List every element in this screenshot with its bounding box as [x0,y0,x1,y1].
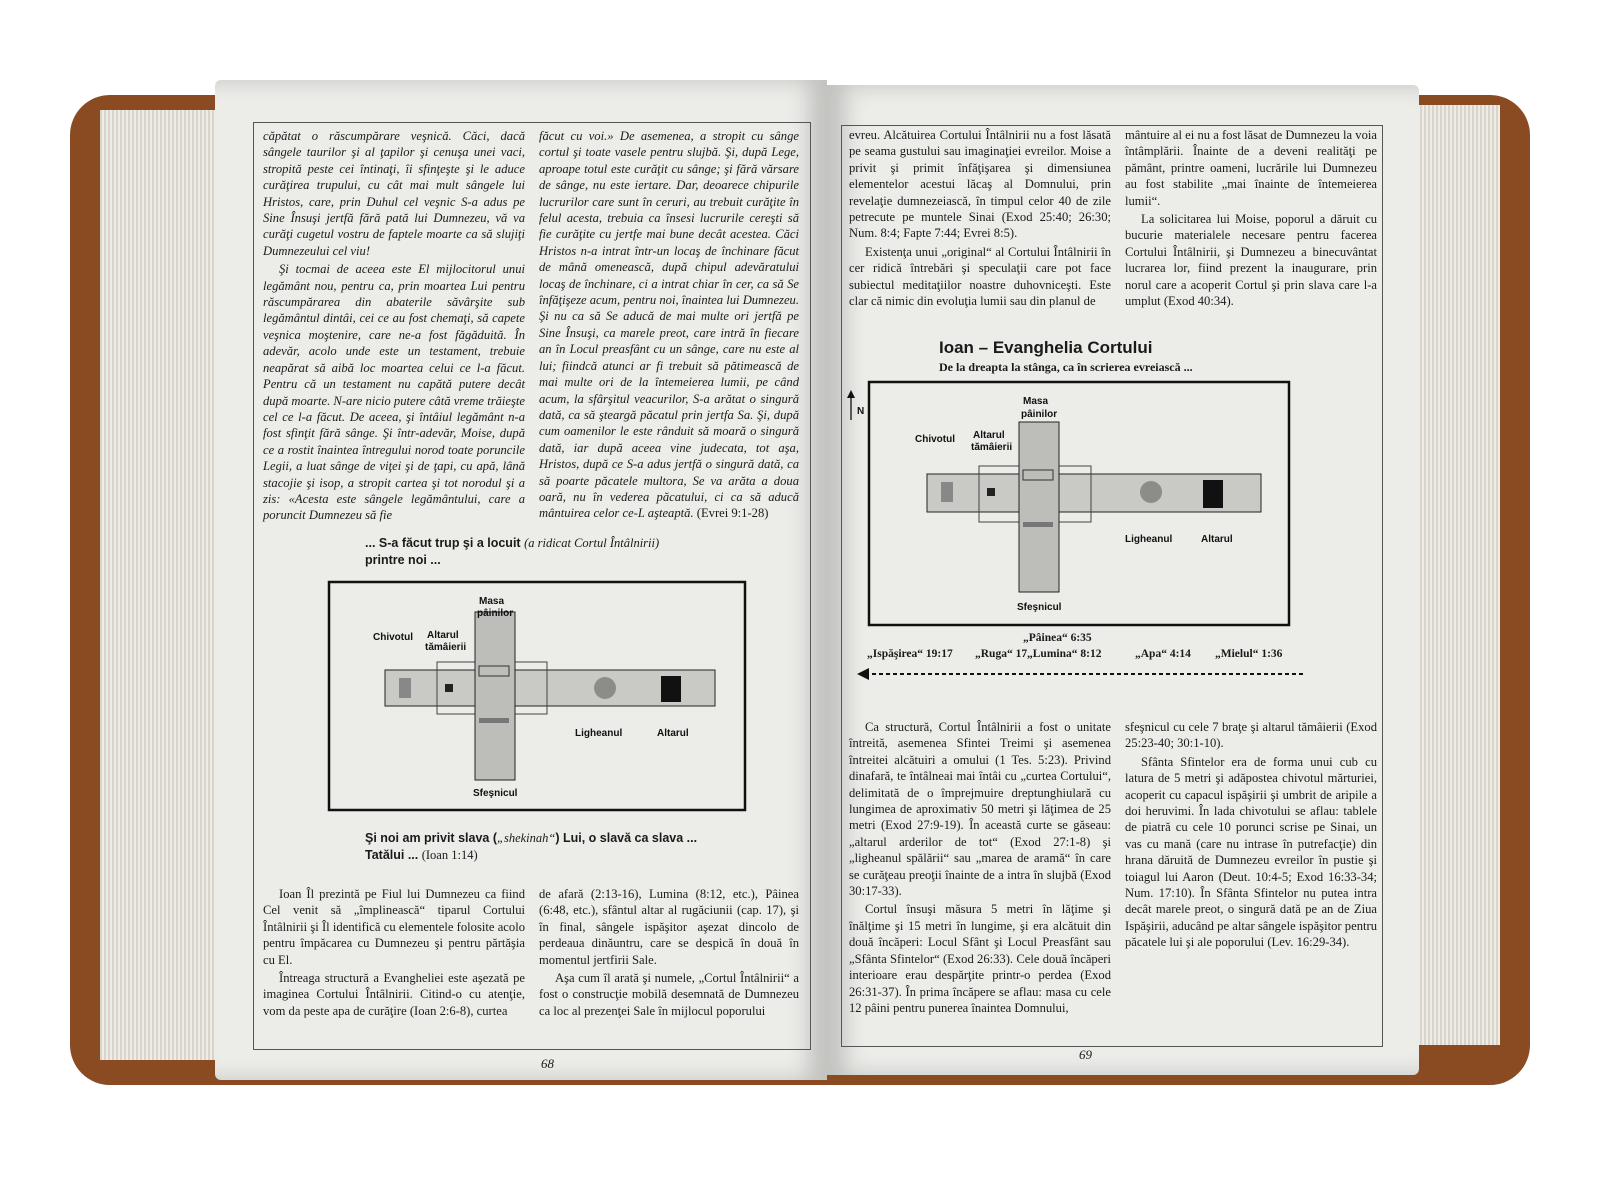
label-painilor: pâinilor [1021,409,1058,420]
ark [941,482,953,502]
arrow-label: „Ruga“ 17 [975,648,1028,660]
lampstand [479,718,509,723]
label-sfesnicul: Sfeşnicul [1017,602,1062,613]
paragraph: Cortul însuşi măsura 5 metri în lăţime şi înălţime şi 15 metri în lungime, şi era alcătuit din două încăperi: Locul Sfânt şi Locul Preasfânt sau „Sfânta Sfintelor“ (Exod 26:33). Cele două încăperi interioare erau despărţite printr-o perdea (Exod 26:31-37). În prima încăpere se aflau: masa cu cele 12 pâini pentru punerea înaintea Domnului, [849,902,1111,1015]
quote-text: făcut cu voi.» De asemenea, a stropit cu sânge cortul şi toate vasele pentru slujbă. Şi, după Lege, aproape totul este curăţit cu sânge; şi fără vărsare de sânge, nu este iertare. Dar, deoarece chipurile lucrurilor care sunt în ceruri, au trebuit curăţite în felul acesta, trebuia ca însesi lucrurile cereşti să fie curăţite cu jertfe mai bune decât acestea. Căci Hristos n-a intrat într-un locaş de închinare făcut de mână omenească, după chipul adevăratului locaş de închinare, ci a intrat chiar în cer, ca să Se înfăţişeze acum, pentru noi, înaintea lui Dumnezeu. Şi nu ca să Se aducă de mai multe ori jertfă pe Sine Însuşi, ca marele preot, care intră în fiecare an în Locul preasfânt cu un sânge, care nu este al lui; fiindcă atunci ar fi trebuit să pătimească de mai multe ori de la întemeierea lumii, pe când acum, la sfârşitul veacurilor, S-a arătat o singură dată, ca să şteargă păcatul prin jertfa Sa. Şi, după cum oamenilor le este rânduit să moară o singură dată, iar după aceea vine judecata, tot aşa, Hristos, după ce S-a adus jertfă o singură dată, ca să poarte păcatele multora, Se va arăta a doua oară, nu în vederea păcatului, ci ca să aducă mântuirea celor ce-L aşteaptă. [539,129,799,521]
left-text-column-1 [263,128,525,526]
paragraph: de afară (2:13-16), Lumina (8:12, etc.), Pâinea (6:48, etc.), sfântul altar al rugăciunii (cap. 17), şi în final, sângele ispăşitor aşezat dincolo de perdeaua dinăuntru, care se despică în două în momentul jertfirii Sale. [539,887,799,967]
paragraph: mântuire al ei nu a fost lăsat de Dumnezeu la voia întâmplării. Înainte de a deveni realităţi pe pământ, printre oameni, lucrările lui Dumnezeu au fost stabilite „mai înainte de întemeierea lumii“. [1125,128,1377,208]
label-ligheanul: Ligheanul [1125,534,1173,545]
paragraph: sfeşnicul cu cele 7 braţe şi altarul tămâierii (Exod 25:23-40; 30:1-10). [1125,720,1377,751]
caption-note: „shekinah“ [497,831,556,845]
label-altarul: Altarul [1201,534,1233,545]
ark [399,678,411,698]
lampstand [1023,522,1053,527]
altar-of-burnt-offering [1203,480,1223,508]
diagram-subtitle: De la dreapta la stânga, ca în scrierea evreiască ... [939,360,1193,374]
tabernacle-diagram-right [841,380,1371,740]
incense-altar [987,488,995,496]
left-text-column-2 [539,128,799,524]
north-arrow-head [847,390,855,398]
incense-altar [445,684,453,692]
label-altarul-tamaierii: Altarul [973,430,1005,441]
right-bottom-column-2 [1125,719,1377,953]
caption-text: printre noi ... [365,553,441,567]
caption-top [365,535,765,569]
arrow-label: „Apa“ 4:14 [1135,648,1191,660]
label-masa: Masa [479,596,505,607]
paragraph: Ioan Îl prezintă pe Fiul lui Dumnezeu ca fiind Cel venit să „împlinească“ tiparul Cortului Întâlnirii şi Îl identifică cu elementele folosite acolo pentru împăcarea cu Dumnezeu şi pentru părtăşia cu El. [263,887,525,967]
paragraph: Întreaga structură a Evangheliei este aşezată pe imaginea Cortului Întâlnirii. Citind-o cu atenţie, vom da peste apa de curăţire (Ioan 2:6-8), curtea [263,971,525,1018]
paragraph: evreu. Alcătuirea Cortului Întâlnirii nu a fost lăsată pe seama gustului sau imaginaţiei evreilor. Moise a privit şi primit înfăţişarea şi dimensiunea elementelor acestui lăcaş al Domnului, prin revelaţie dumnezeiască, în timpul celor 40 de zile petrecute pe muntele Sinai (Exod 25:40; 26:30; Num. 8:4; Fapte 7:44; Evrei 8:5). [849,128,1111,241]
paragraph: căpătat o răscumpărare veşnică. Căci, dacă sângele taurilor şi al ţapilor şi cenuşa unei vaci, stropită peste cei întinaţi, îi sfinţeşte şi le aduce curăţirea trupului, cu cât mai mult sângele lui Hristos, care, prin Duhul cel veşnic S-a adus pe Sine Însuşi jertfă fără pată lui Dumnezeu, vă va curăţi cugetul vostru de faptele moarte ca să slujiţi Dumnezeului cel viu! [263,129,525,258]
label-chivotul: Chivotul [915,434,955,445]
caption-text: Tatălui ... [365,848,419,862]
tabernacle-diagram-left [327,580,747,812]
paragraph [539,128,799,522]
left-page [215,80,827,1080]
label-altarul: Altarul [657,728,689,739]
page-number: 69 [1079,1047,1092,1062]
arrow-label: „Lumina“ 8:12 [1027,648,1102,660]
altar-of-burnt-offering [661,676,681,702]
label-tamaierii: tămâierii [971,442,1013,453]
label-ligheanul: Ligheanul [575,728,623,739]
label-chivotul: Chivotul [373,632,413,643]
quote-reference: (Evrei 9:1-28) [696,506,769,521]
reading-direction-arrow-head [857,668,869,680]
left-bottom-column-1 [263,886,525,1021]
paragraph: La solicitarea lui Moise, poporul a dăruit cu bucurie materialele necesare pentru facerea Cortului Întâlnirii, şi Dumnezeu a binecuvântat lucrarea lor, fiind prezent la inaugurare, prin norul care a acoperit Cortul şi prin slava care l-a umplut (Exod 40:34). [1125,212,1377,309]
right-text-column-2 [1125,127,1377,311]
label-sfesnicul: Sfeşnicul [473,788,518,799]
paine-label: „Pâinea“ 6:35 [1023,632,1092,644]
cross-beam [1019,422,1059,592]
label-masa: Masa [1023,396,1049,407]
caption-text: ... S-a făcut trup şi a locuit [365,536,521,550]
north-label: N [857,406,865,417]
arrow-label: „Ispăşirea“ 19:17 [867,648,953,660]
caption-note: (a ridicat Cortul Întâlnirii) [524,536,660,550]
cross-beam [475,612,515,780]
caption-reference: (Ioan 1:14) [421,848,478,862]
laver [594,677,616,699]
right-bottom-column-1 [849,719,1111,1018]
laver [1140,481,1162,503]
paragraph: Sfânta Sfintelor era de forma unui cub cu latura de 5 metri şi adăpostea chivotul mărturiei, acoperit cu capacul ispăşirii şi umbrit de aripile a doi heruvimi. În lada chivotului se aflau: tablele de piatră cu cele 10 porunci scrise pe Sinai, un vas cu mană (care nu intrase în putrefacţie) din hrana dăruită de Dumnezeu evreilor în pustie şi toiagul lui Aaron (Deut. 10:4-5; Exod 16:33-34; Num. 17:10). În Sfânta Sfintelor nu putea intra decât marele preot, o singură dată pe an de Ziua Ispăşirii, aducând pe altar sângele ispăşitor pentru păcatele lui şi ale poporului (Lev. 16:29-34). [1125,754,1377,950]
paragraph: Ca structură, Cortul Întâlnirii a fost o unitate întreită, asemenea Sfintei Treimi şi asemenea întreitei alcătuiri a omului (1 Tes. 5:23). Privind dinafară, te întâlneai mai întâi cu „curtea Cortului“, delimitată de o împrejmuire dreptunghiulară cu lungimea de aproximativ 50 metri şi lăţimea de 25 metri (Exod 27:9-19). În această curte se găseau: „altarul arderilor de tot“ (Exod 27:1-8) şi „ligheanul spălării“ sau „marea de aramă“ în care se curăţeau preoţii înainte de a intra în slujbă (Exod 30:17-33). [849,720,1111,899]
left-bottom-column-2 [539,886,799,1021]
paragraph: Şi tocmai de aceea este El mijlocitorul unui legământ nou, pentru ca, prin moartea Lui pentru răscumpărarea din abaterile săvârşite sub legământul dintâi, cei ce au fost chemaţi, să capete veşnica moştenire, care ne-a fost făgăduită. În adevăr, acolo unde este un testament, trebuie neapărat să aibă loc moartea celui ce l-a făcut. Pentru că un testament nu capătă putere decât după moarte. N-are nicio putere câtă vreme trăieşte cel ce l-a făcut. De aceea, şi întâiul legământ n-a fost sfinţit fără sânge. Şi într-adevăr, Moise, după ce a rostit înaintea întregului norod toate poruncile Legii, a luat sânge de viţei şi de ţapi, cu apă, lână stacojie şi isop, a stropit cartea şi tot norodul şi a zis: «Acesta este sângele legământului, care a poruncit Dumnezeu să fie [263,262,525,523]
right-page [827,85,1419,1075]
caption-text: Şi noi am privit slava ( [365,831,497,845]
arrow-label: „Mielul“ 1:36 [1215,648,1283,660]
label-tamaierii: tămâierii [425,642,467,653]
caption-bottom [365,830,785,864]
paragraph: Existenţa unui „original“ al Cortului Întâlnirii în cer ridică întrebări şi speculaţii care pot face subiectul meditaţiilor noastre duhovniceşti. Este clar că nimic din evoluţia lumii sau din planul de [849,244,1111,309]
caption-text: ) Lui, o slavă ca slava ... [555,831,698,845]
page-edges-left [100,110,230,1060]
label-altarul-tamaierii: Altarul [427,630,459,641]
right-text-column-1 [849,127,1111,311]
page-number: 68 [541,1056,554,1071]
paragraph: Aşa cum îl arată şi numele, „Cortul Întâlnirii“ a fost o construcţie mobilă desemnată de Dumnezeu ca loc al prezenţei Sale în mijlocul poporului [539,971,799,1018]
diagram-title: Ioan – Evanghelia Cortului [939,338,1153,357]
label-painilor: pâinilor [477,608,514,619]
